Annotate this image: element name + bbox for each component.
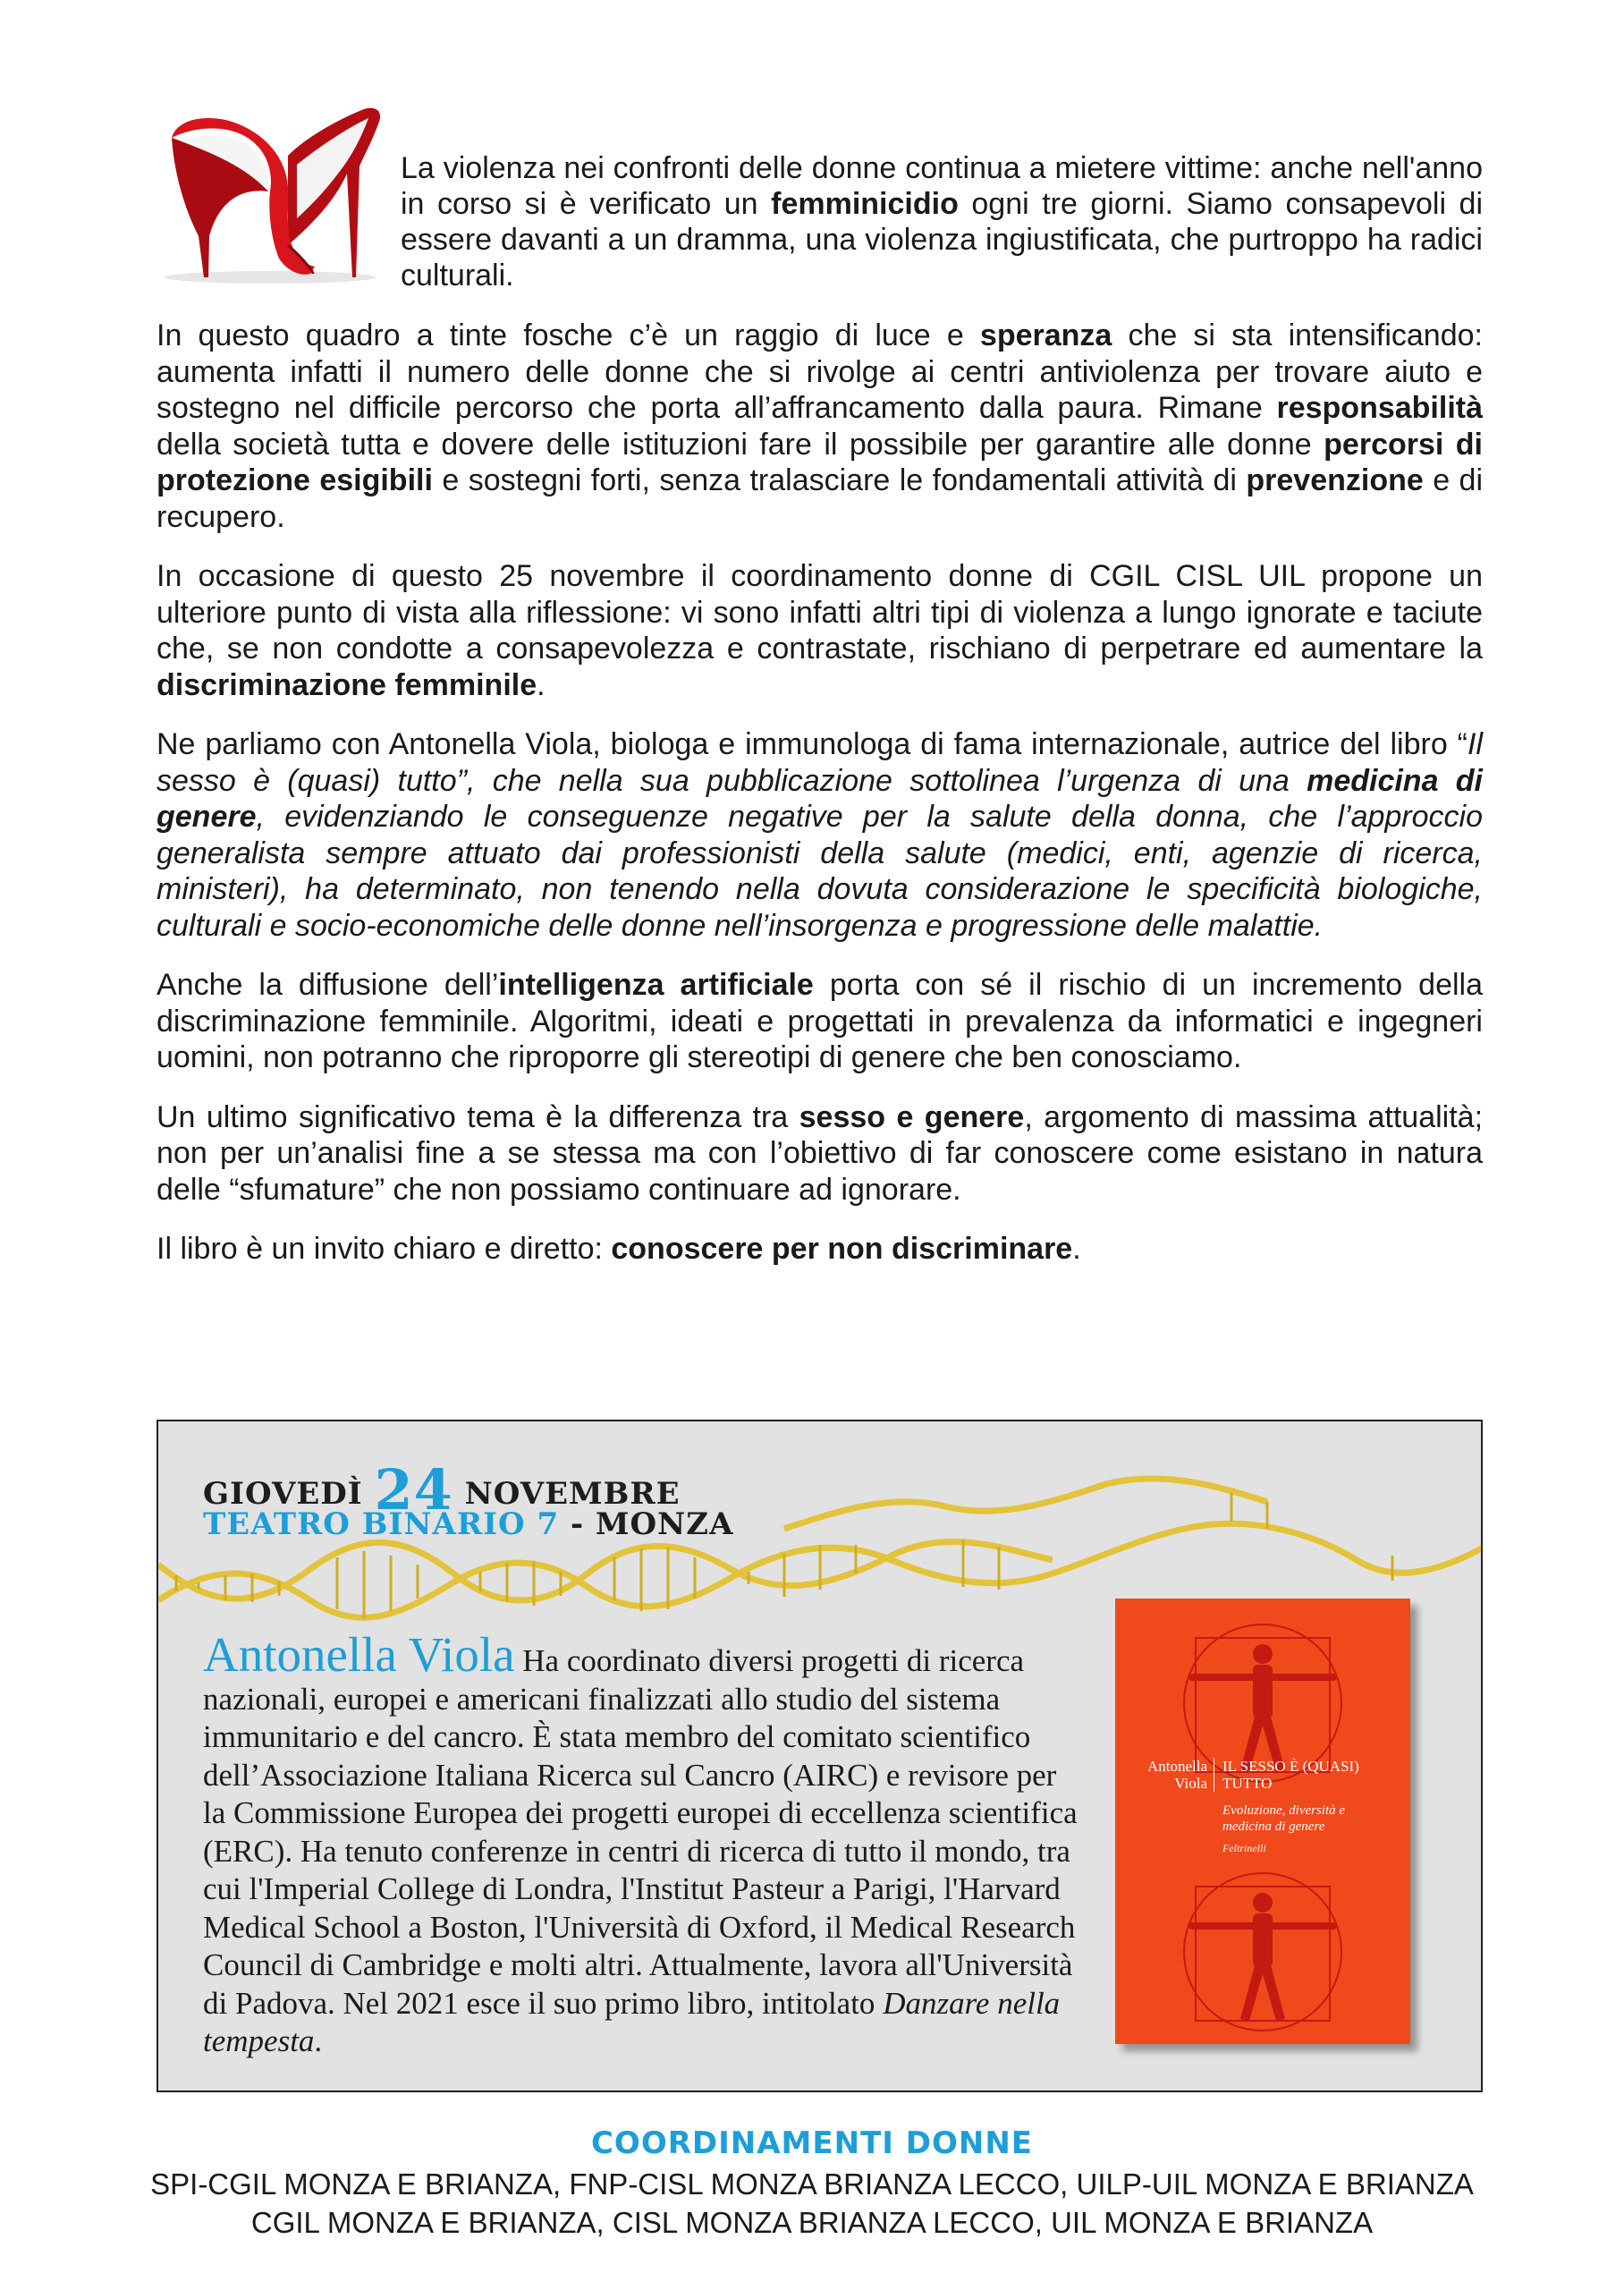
event-venue: TEATRO BINARIO 7 - MONZA [203, 1506, 734, 1542]
article-body [156, 318, 1483, 1291]
footer-organizations-line2: CGIL MONZA E BRIANZA, CISL MONZA BRIANZA LECCO, UIL MONZA E BRIANZA [250, 2206, 1374, 2239]
paragraph-book: Ne parliamo con Antonella Viola, biologa e immunologa di fama internazionale, autrice del libro “Il sesso è (quasi) tutto”, che nella sua pubblicazione sottolinea l’urgenza di una medicina di genere, evidenziando le conseguenze negative per la salute della donna, che l’approccio generalista sempre attuato dai professionisti della salute (medici, enti, agenzie di ricerca, ministeri), ha determinato, non tenendo nella dovuta considerazione le specificità biologiche, culturali e socio-economiche delle donne nell’insorgenza e progressione delle malattie. [156, 727, 1483, 943]
author-name: Antonella Viola [203, 1627, 515, 1682]
book-publisher: Feltrinelli [1222, 1842, 1266, 1854]
paragraph-conclusion: Il libro è un invito chiaro e diretto: conoscere per non discriminare. [156, 1232, 1081, 1266]
event-date: GIOVEDÌ 24 NOVEMBRE [203, 1457, 681, 1522]
paragraph-hope: In questo quadro a tinte fosche c’è un raggio di luce e speranza che si sta intensificando: aumenta infatti il numero delle donne che si rivolge ai centri antiviolenza per trovare aiuto e sostegno nel difficile percorso che porta all’affrancamento dalla paura. Rimane responsabilità della società tutta e dovere delle istituzioni fare il possibile per garantire alle donne percorsi di protezione esigibili e sostegni forti, senza tralasciare le fondamentali attività di prevenzione e di recupero. [156, 318, 1484, 534]
vitruvian-man-icon [1178, 1867, 1348, 2037]
paragraph-sex-gender: Un ultimo significativo tema è la differenza tra sesso e genere, argomento di massima attualità; non per un’analisi fine a se stessa ma con l’obiettivo di far conoscere come esistano in natura delle “sfumature” che non possiamo continuare ad ignorare. [156, 1099, 1484, 1207]
event-box [156, 1420, 1483, 2092]
book-cover [1115, 1599, 1410, 2044]
book-subtitle: Evoluzione, diversità e medicina di genere [1222, 1803, 1346, 1834]
paragraph-november-25: In occasione di questo 25 novembre il coordinamento donne di CGIL CISL UIL propone un ulteriore punto di vista alla riflessione: vi sono infatti altri tipi di violenza a lungo ignorate e taciute che, se non condotte a consapevolezza e contrastate, rischiano di perpetrare ed aumentare la discriminazione femminile. [156, 559, 1483, 702]
author-bio: Antonella Viola IL SESSO È (QUASI) TUTTO Evoluzione, diversità e medicina di genere Feltrinelli Antonella Viola Ha coordinato diversi progetti di ricerca nazionali, europei e americani finalizzati allo studio del sistema immunitario e del cancro. È stata membro del comitato scientifico dell’Associazione Italiana Ricerca sul Cancro (AIRC) e revisore per la Commissione Europea dei progetti europei di eccellenza scientifica (ERC). Ha tenuto conferenze in centri di ricerca di tutto il mondo, tra cui l'Imperial College di Londra, l'Institut Pasteur a Parigi, l'Harvard Medical School a Boston, l'Università di Oxford, il Medical Research Council di Cambridge e molti altri. Attualmente, lavora all'Università di Padova. Nel 2021 esce il suo primo libro, intitolato Danzare nella tempesta. [203, 1636, 1419, 2061]
red-high-heels-image [154, 102, 391, 285]
book-author: Antonella Viola [1146, 1758, 1207, 1792]
footer-organizations-line1: SPI-CGIL MONZA E BRIANZA, FNP-CISL MONZA BRIANZA LECCO, UILP-UIL MONZA E BRIANZA [150, 2167, 1474, 2201]
paragraph-ai: Anche la diffusione dell’intelligenza artificiale porta con sé il rischio di un incremento della discriminazione femminile. Algoritmi, ideati e progettati in prevalenza da informatici e ingegneri uomini, non potranno che riproporre gli stereotipi di genere che ben conosciamo. [156, 968, 1483, 1074]
footer-title: COORDINAMENTI DONNE [590, 2125, 1034, 2161]
intro-paragraph: La violenza nei confronti delle donne continua a mietere vittime: anche nell'anno in corso si è verificato un femminicidio ogni tre giorni. Siamo consapevoli di essere davanti a un dramma, una violenza ingiustificata, che purtroppo ha radici culturali. [401, 151, 1483, 293]
book-title: IL SESSO È (QUASI) TUTTO [1222, 1758, 1359, 1792]
